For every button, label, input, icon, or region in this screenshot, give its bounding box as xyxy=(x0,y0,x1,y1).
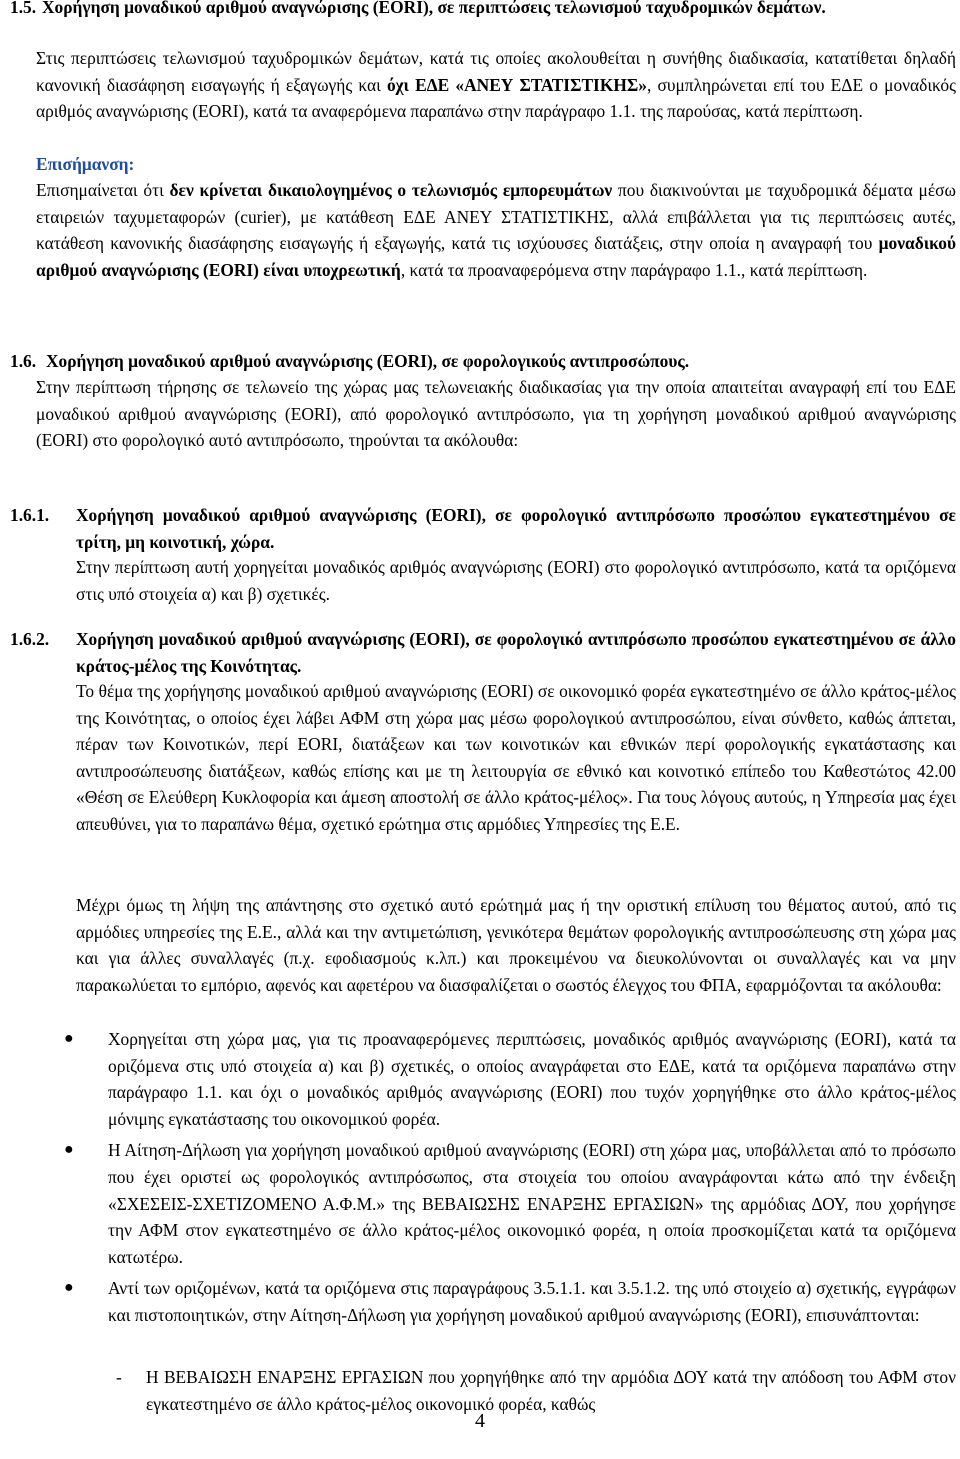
list-item xyxy=(64,1026,956,1132)
note-text: που διακινούνται με ταχυδρομικά δέματα μέσω εταιρειών ταχυμεταφορών (curier), με κατάθεση ΕΔΕ ΑΝΕΥ ΣΤΑΤΙΣΤΙΚΗΣ, αλλά επιβάλλεται για τις περιπτώσεις αυτές, κατάθεση κανονικής διασάφησης εισαγωγής ή εξαγωγής, κατά τις ισχύουσες διατάξεις, στην οποία η αναγραφή του xyxy=(36,180,956,254)
note-paragraph xyxy=(36,177,956,283)
section-1-6-1-title: Χορήγηση μοναδικού αριθμού αναγνώρισης (EORI), σε φορολογικό αντιπρόσωπο προσώπου εγκατεστημένου σε τρίτη, μη κοινοτική, χώρα. xyxy=(76,505,956,552)
paragraph-text: Στην περίπτωση τήρησης σε τελωνείο της χώρας μας τελωνειακής διαδικασίας για την οποία απαιτείται αναγραφή επί του ΕΔΕ μοναδικού αριθμού αναγνώρισης (EORI), από φορολογικό αντιπρόσωπο, για τη χορήγηση μοναδικού αριθμού αναγνώρισης (EORI) στο φορολογικό αυτό αντιπρόσωπο, τηρούνται τα ακόλουθα: xyxy=(36,377,956,451)
list-item xyxy=(64,1137,956,1270)
bullet-dot-icon: ● xyxy=(64,1141,74,1159)
section-1-6-2-title: Χορήγηση μοναδικού αριθμού αναγνώρισης (EORI), σε φορολογικό αντιπρόσωπο προσώπου εγκατεστημένου σε άλλο κράτος-μέλος της Κοινότητας. xyxy=(76,629,956,676)
bullet-dot-icon: ● xyxy=(64,1279,74,1297)
list-item-text: Η Αίτηση-Δήλωση για χορήγηση μοναδικού αριθμού αναγνώρισης (EORI) στη χώρα μας, υποβάλλεται από το πρόσωπο που έχει οριστεί ως φορολογικός αντιπρόσωπος, στα στοιχεία του οποίου αναγράφονται κάτω από την ένδειξη «ΣΧΕΣΕΙΣ-ΣΧΕΤΙΖΟΜΕΝΟ Α.Φ.Μ.» της ΒΕΒΑΙΩΣΗΣ ΕΝΑΡΞΗΣ ΕΡΓΑΣΙΩΝ» της αρμόδιας ΔΟΥ, που χορήγησε την ΑΦΜ στον εγκατεστημένο σε άλλο κράτος-μέλος οικονομικό φορέα, η οποία προσκομίζεται κατά τα οριζόμενα κατωτέρω. xyxy=(108,1140,956,1267)
paragraph-text: , συμπληρώνεται επί του ΕΔΕ ο μοναδικός αριθμός αναγνώρισης (EORI), κατά τα αναφερόμενα παραπάνω στην παράγραφο 1.1. της παρούσας, κατά περίπτωση. xyxy=(36,74,956,122)
section-1-6-paragraph xyxy=(36,374,956,454)
list-item xyxy=(64,1275,956,1328)
list-item-text: Αντί των οριζομένων, κατά τα οριζόμενα στις παραγράφους 3.5.1.1. και 3.5.1.2. της υπό στοιχείο α) σχετικής, εγγράφων και πιστοποιητικών, στην Αίτηση-Δήλωση για χορήγηση μοναδικού αριθμού αναγνώρισης (EORI), επισυνάπτονται: xyxy=(108,1278,956,1325)
note-heading xyxy=(36,151,956,178)
dash-item-text: Η ΒΕΒΑΙΩΣΗ ΕΝΑΡΞΗΣ ΕΡΓΑΣΙΩΝ που χορηγήθηκε από την αρμόδια ΔΟΥ κατά την απόδοση του ΑΦΜ στον εγκατεστημένο σε άλλο κράτος-μέλος οικονομικό φορέα, καθώς xyxy=(146,1367,956,1414)
note-bold-text: μοναδικού αριθμού αναγνώρισης (EORI) είναι υποχρεωτική xyxy=(36,233,956,280)
bullet-dot-icon: ● xyxy=(64,1030,74,1047)
list-item-text: Χορηγείται στη χώρα μας, για τις προαναφερόμενες περιπτώσεις, μοναδικός αριθμός αναγνώρισης (EORI), κατά τα οριζόμενα στις υπό στοιχεία α) και β) σχετικές, ο οποίος αναγράφεται στο ΕΔΕ, κατά τα οριζόμενα παραπάνω στην παράγραφο 1.1. και όχι ο μοναδικός αριθμός αναγνώρισης (EORI) που τυχόν χορηγήθηκε στο άλλο κράτος-μέλος μόνιμης εγκατάστασης του οικονομικού φορέα. xyxy=(108,1029,956,1129)
bullet-list xyxy=(64,1026,956,1329)
note-title: Επισήμανση: xyxy=(36,154,135,174)
section-1-6-1-paragraph: Στην περίπτωση αυτή χορηγείται μοναδικός αριθμός αναγνώρισης (EORI) στο φορολογικό αντιπρόσωπο, κατά τα οριζόμενα στις υπό στοιχεία α) και β) σχετικές. xyxy=(76,557,956,604)
page-number: 4 xyxy=(475,1410,485,1432)
section-1-6-2-number: 1.6.2. xyxy=(10,629,50,649)
section-number: 1.6. xyxy=(10,351,37,371)
section-1-6-2-paragraph-2: Μέχρι όμως τη λήψη της απάντησης στο σχετικό αυτό ερώτημά μας ή την οριστική επίλυση του θέματος αυτού, από τις αρμόδιες υπηρεσίες της Ε.Ε., αλλά και την αντιμετώπιση, γενικότερα θεμάτων φορολογικής αντιπροσώπευσης στη χώρα μας και για άλλες συναλλαγές (π.χ. εφοδιασμούς κ.λπ.) και προκειμένου να διευκολύνονται οι συναλλαγές και να μην παρακωλύεται το εμπόριο, αφενός και αφετέρου να διασφαλίζεται ο σωστός έλεγχος του ΦΠΑ, εφαρμόζονται τα ακόλουθα: xyxy=(76,895,956,995)
section-1-5-heading xyxy=(10,0,956,21)
section-title: Χορήγηση μοναδικού αριθμού αναγνώρισης (EORI), σε περιπτώσεις τελωνισμού ταχυδρομικών δεμάτων. xyxy=(42,0,826,17)
section-1-6-2-paragraph-1: Το θέμα της χορήγησης μοναδικού αριθμού αναγνώρισης (EORI) σε οικονομικό φορέα εγκατεστημένο σε άλλο κράτος-μέλος της Κοινότητας, ο οποίος έχει λάβει ΑΦΜ στη χώρα μας μέσω φορολογικού αντιπροσώπου, είναι σύνθετο, καθώς άπτεται, πέραν των Κοινοτικών, περί EORI, διατάξεων και των κοινοτικών και εθνικών περί φορολογικής εγκατάστασης και αντιπροσώπευσης διατάξεων, καθώς επίσης και με τη λειτουργία σε εθνικό και κοινοτικό επίπεδο του Καθεστώτος 42.00 «Θέση σε Ελεύθερη Κυκλοφορία και άμεση αποστολή σε άλλο κράτος-μέλος». Για τους λόγους αυτούς, η Υπηρεσία μας έχει απευθύνει, για το παραπάνω θέμα, σχετικό ερώτημα στις αρμόδιες Υπηρεσίες της Ε.Ε. xyxy=(76,681,956,834)
section-1-6-1-number: 1.6.1. xyxy=(10,505,50,525)
section-number: 1.5. xyxy=(10,0,37,17)
section-1-6-heading xyxy=(10,348,956,375)
note-bold-text: δεν κρίνεται δικαιολογημένος ο τελωνισμός εμπορευμάτων xyxy=(169,180,613,200)
note-text: Επισημαίνεται ότι xyxy=(36,180,170,200)
dash-marker: - xyxy=(116,1367,122,1387)
section-1-5-paragraph xyxy=(36,45,956,125)
paragraph-text: Στις περιπτώσεις τελωνισμού ταχυδρομικών δεμάτων, κατά τις οποίες ακολουθείται η συνήθης διαδικασία, κατατίθεται δηλαδή κανονική διασάφηση εισαγωγής ή εξαγωγής και xyxy=(36,48,956,95)
note-text: , κατά τα προαναφερόμενα στην παράγραφο 1.1., κατά περίπτωση. xyxy=(400,259,868,280)
section-title: Χορήγηση μοναδικού αριθμού αναγνώρισης (EORI), σε φορολογικούς αντιπροσώπους. xyxy=(46,351,690,371)
paragraph-bold-text: όχι ΕΔΕ «ΑΝΕΥ ΣΤΑΤΙΣΤΙΚΗΣ» xyxy=(387,74,647,95)
